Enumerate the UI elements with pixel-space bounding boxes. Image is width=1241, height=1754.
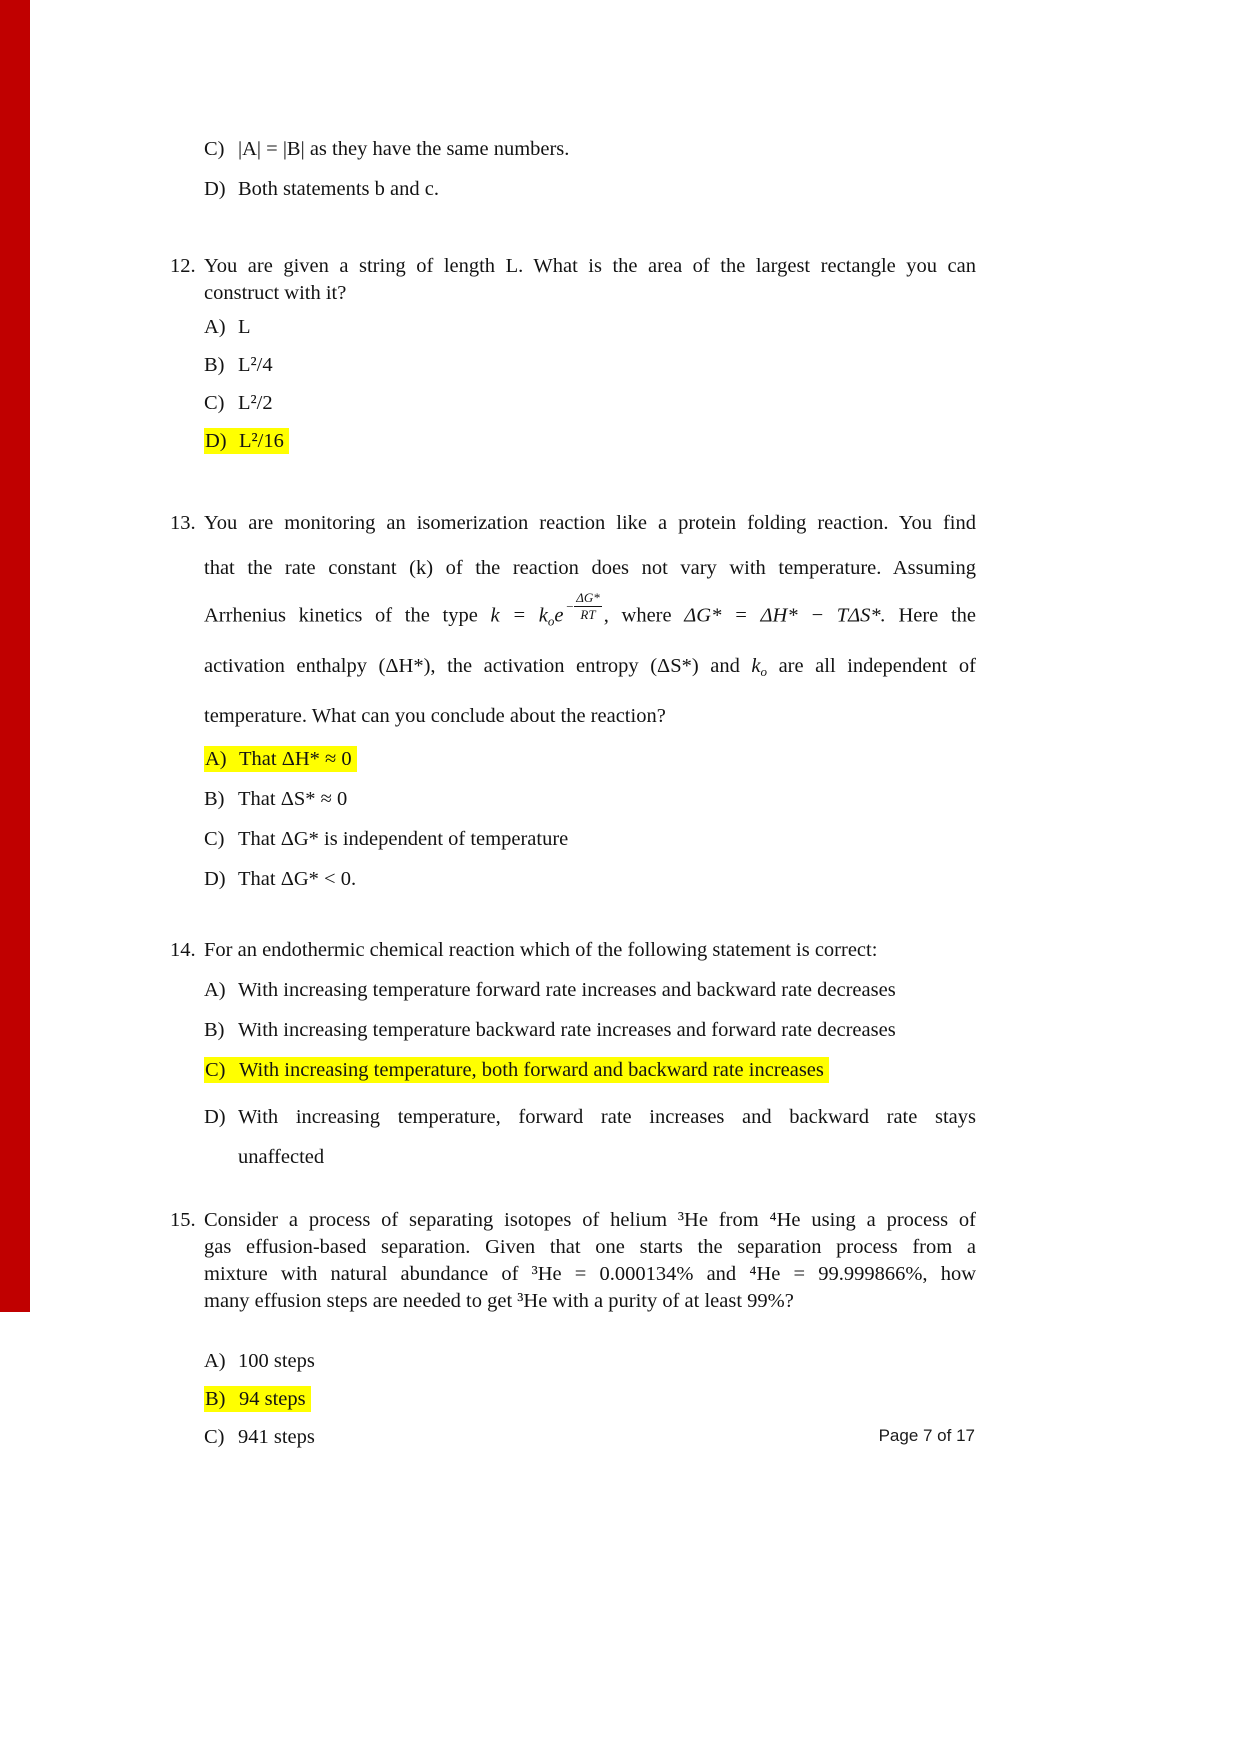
option-text: L²/2 (238, 392, 273, 414)
option-letter: A) (204, 316, 226, 338)
option-row (204, 390, 976, 417)
option-row (204, 786, 976, 813)
option-row (204, 866, 976, 893)
formula-text: Arrhenius kinetics of the type (204, 604, 491, 627)
option-row (204, 1097, 976, 1177)
question-number: 12. (170, 255, 196, 277)
fraction-numerator: ΔG* (574, 591, 602, 607)
option-letter: D) (204, 867, 226, 890)
option-row (204, 176, 976, 203)
question-12-options (204, 314, 976, 455)
option-letter: D) (204, 1105, 226, 1128)
question-text-line: construct with it? (204, 282, 347, 304)
option-text: Both statements b and c. (238, 178, 439, 200)
option-letter: D) (204, 178, 226, 200)
highlighted-answer (204, 746, 357, 772)
option-text: That ΔG* is independent of temperature (238, 827, 569, 850)
question-text-line: many effusion steps are needed to get ³He with a purity of at least 99%? (204, 1289, 794, 1312)
fraction-denominator: RT (580, 607, 596, 623)
option-letter: A) (204, 1349, 226, 1372)
option-letter: C) (204, 392, 225, 414)
option-text: L (238, 316, 251, 338)
formula-text: Here the (885, 604, 976, 627)
option-letter: A) (205, 747, 227, 770)
option-text: With increasing temperature forward rate increases and backward rate decreases (238, 978, 896, 1001)
option-row (204, 1424, 976, 1451)
option-row-highlighted (204, 746, 976, 773)
page-footer: Page 7 of 17 (878, 1426, 975, 1445)
option-letter: B) (204, 1018, 225, 1041)
option-row (204, 977, 976, 1004)
question-text-line: Consider a process of separating isotopes of helium ³He from ⁴He using a process of (204, 1208, 976, 1231)
highlighted-answer (204, 1386, 311, 1412)
exponent-minus: − (565, 598, 575, 614)
option-letter: D) (205, 430, 227, 452)
option-row (204, 826, 976, 853)
exam-page-content (170, 136, 976, 1462)
question-text-line: For an endothermic chemical reaction which of the following statement is correct: (204, 938, 878, 961)
option-text: 94 steps (239, 1387, 306, 1410)
question-15 (170, 1207, 976, 1315)
question-text-line: You are given a string of length L. What is the area of the largest rectangle you can (204, 255, 976, 277)
math-gibbs-relation: ΔG* = ΔH* − TΔS*. (684, 604, 886, 627)
option-letter: B) (204, 354, 225, 376)
option-text: That ΔG* < 0. (238, 867, 357, 890)
option-letter: C) (204, 827, 225, 850)
option-text: With increasing temperature, both forward and backward rate increases (239, 1058, 824, 1081)
left-edge-stripe (0, 0, 30, 1312)
highlighted-answer (204, 428, 289, 454)
question-14 (170, 937, 976, 964)
math-k-equals: k = k (490, 604, 548, 627)
question-13 (170, 501, 976, 739)
option-row (204, 352, 976, 379)
question-15-options (204, 1348, 976, 1451)
question-formula-line (204, 591, 976, 644)
option-row-highlighted (204, 1057, 976, 1084)
option-letter: B) (204, 787, 225, 810)
question-text-line: mixture with natural abundance of ³He = 0.000134% and ⁴He = 99.999866%, how (204, 1262, 976, 1285)
question-14-options (204, 977, 976, 1177)
option-row (204, 314, 976, 341)
option-letter: C) (204, 1425, 225, 1448)
question-number: 13. (170, 512, 196, 534)
math-subscript-o: o (547, 613, 555, 629)
question-12 (170, 253, 976, 307)
option-text: That ΔS* ≈ 0 (238, 787, 348, 810)
option-text: L²/4 (238, 354, 273, 376)
option-row-highlighted (204, 428, 976, 455)
formula-text: , where (603, 604, 685, 627)
option-row-highlighted (204, 1386, 976, 1413)
math-e: e (554, 604, 564, 627)
question-11-options (204, 136, 976, 203)
option-letter: B) (205, 1387, 226, 1410)
option-row (204, 1348, 976, 1375)
option-text: 941 steps (238, 1425, 315, 1448)
question-text-line: that the rate constant (k) of the reaction does not vary with temperature. Assuming (204, 557, 976, 579)
question-13-options (204, 746, 976, 893)
question-number: 14. (170, 938, 196, 961)
option-text: 100 steps (238, 1349, 315, 1372)
exponent-fraction (565, 591, 601, 623)
option-text: With increasing temperature backward rate increases and forward rate decreases (238, 1018, 896, 1041)
option-text: |A| = |B| as they have the same numbers. (238, 138, 570, 160)
option-row (204, 1017, 976, 1044)
option-letter: C) (205, 1058, 226, 1081)
question-text-line: You are monitoring an isomerization reaction like a protein folding reaction. You find (204, 512, 976, 534)
option-text: L²/16 (239, 430, 284, 452)
highlighted-answer (204, 1057, 829, 1083)
question-number: 15. (170, 1208, 196, 1231)
option-letter: A) (204, 978, 226, 1001)
math-k: k (751, 654, 761, 677)
math-subscript-o: o (760, 663, 768, 679)
option-row (204, 136, 976, 163)
question-text-line: gas effusion-based separation. Given that one starts the separation process from a (204, 1235, 976, 1258)
option-text: That ΔH* ≈ 0 (239, 747, 352, 770)
question-text-line: activation enthalpy (ΔH*), the activation entropy (ΔS*) and $k_o$ are all independent of (204, 654, 977, 679)
option-text: With increasing temperature, forward rate increases and backward rate stays unaffected (238, 1105, 976, 1168)
option-letter: C) (204, 138, 225, 160)
question-text-line: temperature. What can you conclude about the reaction? (204, 704, 666, 727)
